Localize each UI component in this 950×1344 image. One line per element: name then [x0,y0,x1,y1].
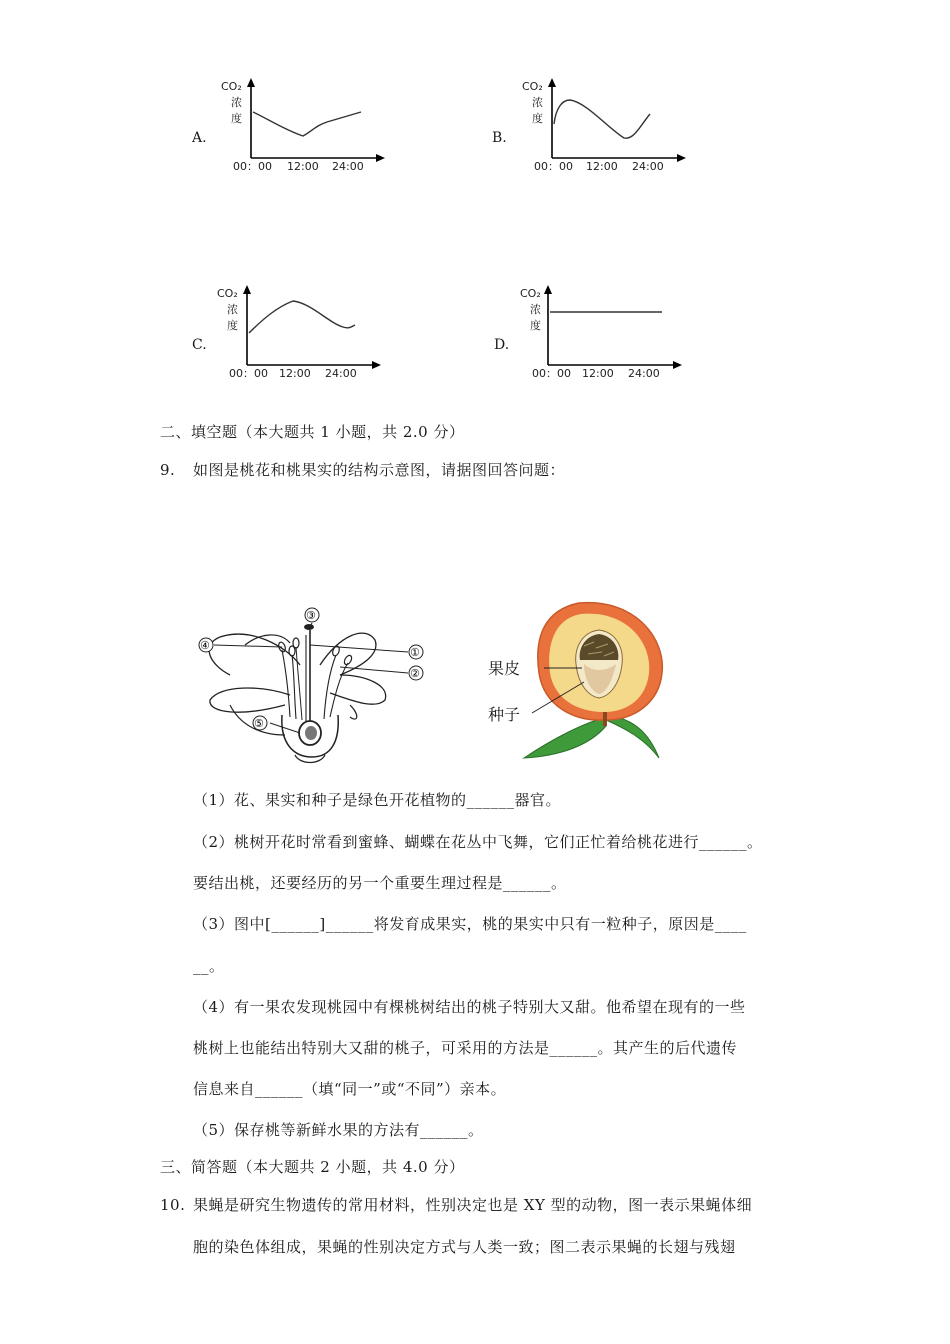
tick-0: 00：00 [229,367,268,380]
fruit-label-peel: 果皮 [488,659,521,678]
ylabel-co2: CO₂ [221,80,242,93]
marker-2 [409,666,423,680]
curve-c [249,301,355,333]
ylabel-co2: CO₂ [520,287,541,300]
svg-text:③: ③ [306,609,316,622]
ylabel-char2: 度 [532,112,543,125]
q10-line-1: 果蝇是研究生物遗传的常用材料，性别决定也是 XY 型的动物，图一表示果蝇体细 [193,1196,753,1214]
tick-2: 24:00 [332,160,364,173]
option-b-label: B. [492,130,507,146]
tick-0: 00：00 [532,367,571,380]
ylabel-char2: 度 [231,112,242,125]
option-a-label: A. [192,130,207,146]
fruit-label-seed: 种子 [488,705,521,724]
svg-text:⑤: ⑤ [254,717,264,730]
q9-line-3: 要结出桃，还要经历的另一个重要生理过程是______。 [193,874,567,892]
tick-0: 00：00 [534,160,573,173]
section-2-title: 二、填空题（本大题共 1 小题，共 2.0 分） [160,423,465,441]
ylabel-char1: 浓 [227,303,238,316]
tick-0: 00：00 [233,160,272,173]
tick-1: 12:00 [586,160,618,173]
ylabel-co2: CO₂ [522,80,543,93]
option-a-chart [215,78,395,178]
q10-number: 10. [160,1196,186,1214]
tick-2: 24:00 [632,160,664,173]
q9-line-7: 桃树上也能结出特别大又甜的桃子，可采用的方法是______。其产生的后代遗传 [193,1039,738,1057]
ylabel-char1: 浓 [532,96,543,109]
ylabel-char1: 浓 [231,96,242,109]
q9-line-6: （4）有一果农发现桃园中有棵桃树结出的桃子特别大又甜。他希望在现有的一些 [193,998,746,1016]
section-3-title: 三、简答题（本大题共 2 小题，共 4.0 分） [160,1158,465,1176]
svg-text:①: ① [410,646,420,659]
curve-b [554,100,650,138]
option-d-chart [516,285,696,385]
marker-4 [199,638,213,652]
q10-line-2: 胞的染色体组成，果蝇的性别决定方式与人类一致；图二表示果蝇的长翅与残翅 [193,1238,736,1256]
ylabel-char1: 浓 [530,303,541,316]
q9-line-5: __。 [193,957,225,975]
tick-2: 24:00 [628,367,660,380]
tick-1: 12:00 [287,160,319,173]
q9-line-8: 信息来自______（填“同一”或“不同”）亲本。 [193,1080,507,1098]
q9-line-4: （3）图中[______]______将发育成果实，桃的果实中只有一粒种子，原因是____ [193,915,747,933]
peach-flower-diagram [190,605,440,770]
marker-3 [305,608,319,622]
tick-1: 12:00 [582,367,614,380]
marker-5 [253,716,267,730]
q9-line-1: （1）花、果实和种子是绿色开花植物的______器官。 [193,791,562,809]
q9-number: 9. [160,461,176,479]
q9-line-9: （5）保存桃等新鲜水果的方法有______。 [193,1121,484,1139]
peach-fruit-diagram [484,598,674,763]
svg-text:④: ④ [200,639,210,652]
svg-text:②: ② [410,667,420,680]
tick-2: 24:00 [325,367,357,380]
option-b-chart [516,78,696,178]
ylabel-char2: 度 [530,319,541,332]
option-c-chart [215,285,395,385]
ylabel-char2: 度 [227,319,238,332]
q9-line-2: （2）桃树开花时常看到蜜蜂、蝴蝶在花丛中飞舞，它们正忙着给桃花进行______。 [193,833,763,851]
ylabel-co2: CO₂ [217,287,238,300]
option-d-label: D. [494,337,510,353]
tick-1: 12:00 [279,367,311,380]
q9-stem: 如图是桃花和桃果实的结构示意图，请据图回答问题： [193,461,566,479]
option-c-label: C. [192,337,207,353]
marker-1 [409,645,423,659]
curve-a [253,112,361,136]
